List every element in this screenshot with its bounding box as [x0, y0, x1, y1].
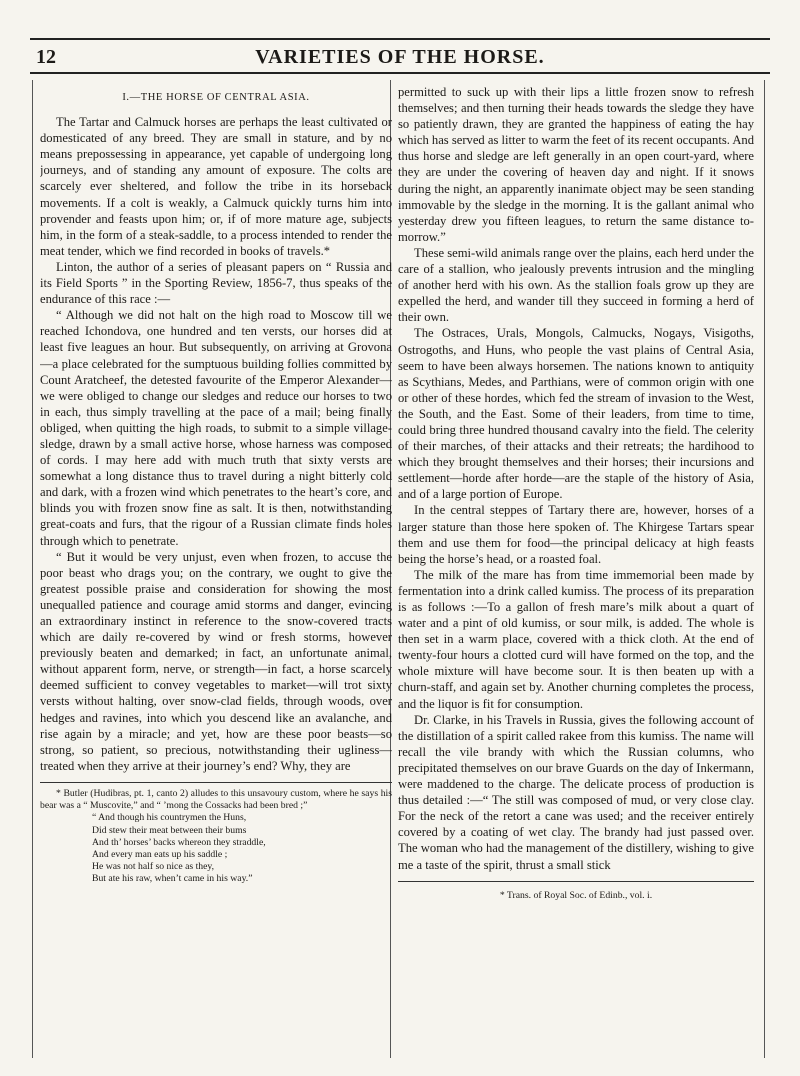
- paragraph: The milk of the mare has from time immemorial been made by fermentation into a drink called kumiss. The process of its preparation is as follows :—To a gallon of fresh mare’s milk about a quart of water and a pint of old kumiss, or sour milk, is added. The whole is then set in a warm place, covered with a thick cloth. At the end of twenty-four hours a clotted curd will have formed on the top, and the whole mixture will have become sour. It is then beaten up with a churn-staff, and again set by. Another churning completes the process, and the liquor is fit for consumption.: [398, 567, 754, 711]
- verse-line: And th’ horses’ backs whereon they straddle,: [92, 836, 266, 848]
- footnote-rule: [40, 782, 392, 783]
- footnote: * Trans. of Royal Soc. of Edinb., vol. i.: [499, 889, 653, 901]
- verse-line: And every man eats up his saddle ;: [92, 848, 228, 860]
- verse-line: But ate his raw, when’t came in his way.”: [92, 873, 253, 885]
- running-header: [30, 38, 770, 74]
- paragraph: These semi-wild animals range over the plains, each herd under the care of a stallion, who jealously prevents intrusion and the mingling of another herd with his own. As the stallion foals grow up they are expelled the herd, and wander till they succeed in forming a herd of their own.: [398, 245, 754, 325]
- verse-line: Did stew their meat between their bums: [92, 824, 247, 836]
- running-head-title: VARIETIES OF THE HORSE.: [255, 46, 545, 68]
- paragraph: “ But it would be very unjust, even when frozen, to accuse the poor beast who drags you; on the contrary, we ought to give the greatest possible praise and consideration for showing the most unequalled patience and courage amid storms and danger, evincing an extraordinary instinct in reference to the snow-covered tracts which are daily re-covered by wind or fresh storms, however previously beaten and demarked; in fact, an unfortunate animal, without apparent form, nerve, or strength—in fact, a horse scarcely deemed sufficient to convey vegetables to market—will trot sixty versts without halting, over snow-clad fields, through woods, over hedges and ravines, into which you descend like an avalanche, and rise again by a miracle; and yet, how are these poor beasts—so strong, so patient, so precious, notwithstanding their ugliness—treated when they arrive at their journey’s end? Why, they are: [40, 549, 392, 773]
- footnote-rule: [398, 881, 754, 882]
- paragraph: “ Although we did not halt on the high road to Moscow till we reached Ichondova, one hundred and ten versts, our horses did at least five leagues an hour. But subsequently, on arriving at Grovona—a place celebrated for the sumptuous building follies committed by Count Aratcheef, the detested favourite of the Emperor Alexander—we were obliged to change our sledges and reduce our horses to two in each, thus simply travelling at the pace of a mail; being finally obliged, when quitting the high roads, to submit to a simple village-sledge, drawn by a small active horse, whose harness was composed of cords. I may here add with much truth that sixty versts are somewhat a long distance thus to travel during a night bitterly cold and dark, with a frozen wind which penetrates to the heart’s core, and blinds you with frozen snow fine as salt. It is then, notwithstanding great-coats and furs, that the rigour of a Russian climate finds holes through which to penetrate.: [40, 308, 392, 548]
- section-title: I.—THE HORSE OF CENTRAL ASIA.: [122, 92, 310, 103]
- paragraph: Linton, the author of a series of pleasant papers on “ Russia and its Field Sports ” in the Sporting Review, 1856-7, thus speaks of the endurance of this race :—: [40, 259, 392, 307]
- left-frame-line: [32, 80, 33, 1058]
- right-column: [398, 84, 754, 1052]
- right-frame-line: [764, 80, 765, 1058]
- verse-line: “ And though his countrymen the Huns,: [92, 812, 247, 824]
- left-column: [40, 84, 392, 1052]
- paragraph: The Ostraces, Urals, Mongols, Calmucks, Nogays, Visigoths, Ostrogoths, and Huns, who people the vast plains of Central Asia, seem to have been always horsemen. The nations known to antiquity as Scythians, Medes, and Parthians, were of common origin with one or other of these hordes, which fed the stream of invasion to the West, the South, and the East. Some of their leaders, from time to time, could bring three hundred thousand cavalry into the field. The celerity of their marches, of their attacks and their retreats; the hardihood to which they brought themselves and their horses; their incursions and settlement—horde after horde—are the staple of the history of Asia, and of a large portion of Europe.: [398, 326, 754, 502]
- footnote-verse: [40, 812, 392, 885]
- paragraph: permitted to suck up with their lips a little frozen snow to refresh themselves; and then turning their heads towards the sledge they have so patiently drawn, they are granted the happiness of eating the hay which has served as litter to warm the feet of its recent occupants. And thus horse and sledge are left generally in an open court-yard, where they are under the covering of heaven day and night. If it snows during the night, an apparently inanimate object may be seen standing immovable by the sledge in the morning. It is the gallant animal who yesterday drew you fifteen leagues, to return the same distance to-morrow.”: [398, 85, 754, 244]
- footnote: * Butler (Hudibras, pt. 1, canto 2) alludes to this unsavoury custom, where he says his bear was a “ Muscovite,” and “ ’mong the Cossacks had been bred ;”: [40, 787, 392, 812]
- verse-line: He was not half so nice as they,: [92, 861, 215, 873]
- page-number: 12: [36, 46, 56, 68]
- paragraph: The Tartar and Calmuck horses are perhaps the least cultivated or domesticated of any breed. They are small in stature, and by no means prepossessing in appearance, yet capable of undergoing long journeys, and of standing any amount of exposure. The colts are scarcely ever sheltered, and follow the tribe in its horseback movements. If a colt is weakly, a Calmuck quickly turns him into provender and feasts upon him; or, if of more mature age, subjects him, in the form of a steak-saddle, to a process intended to render the meat tender, which we find recorded in books of travels.*: [40, 115, 392, 258]
- paragraph: In the central steppes of Tartary there are, however, horses of a larger stature than those here spoken of. The Khirgese Tartars spear them and use them for food—the principal delicacy at high feasts being the horse’s head, or a roasted foal.: [398, 503, 754, 566]
- paragraph: Dr. Clarke, in his Travels in Russia, gives the following account of the distillation of a spirit called rakee from this kumiss. The name will recall the vile brandy with which the Russian columns, who precipitated themselves on our brave Guards on the day of Inkermann, were maddened to the charge. The delicate process of production is thus detailed :—“ The still was composed of mud, or very close clay. For the neck of the retort a cane was used; and the receiver entirely covered by a coating of wet clay. The brandy had just passed over. The woman who had the management of the distillery, wishing to give me a taste of the spirit, thrust a small stick: [398, 712, 754, 872]
